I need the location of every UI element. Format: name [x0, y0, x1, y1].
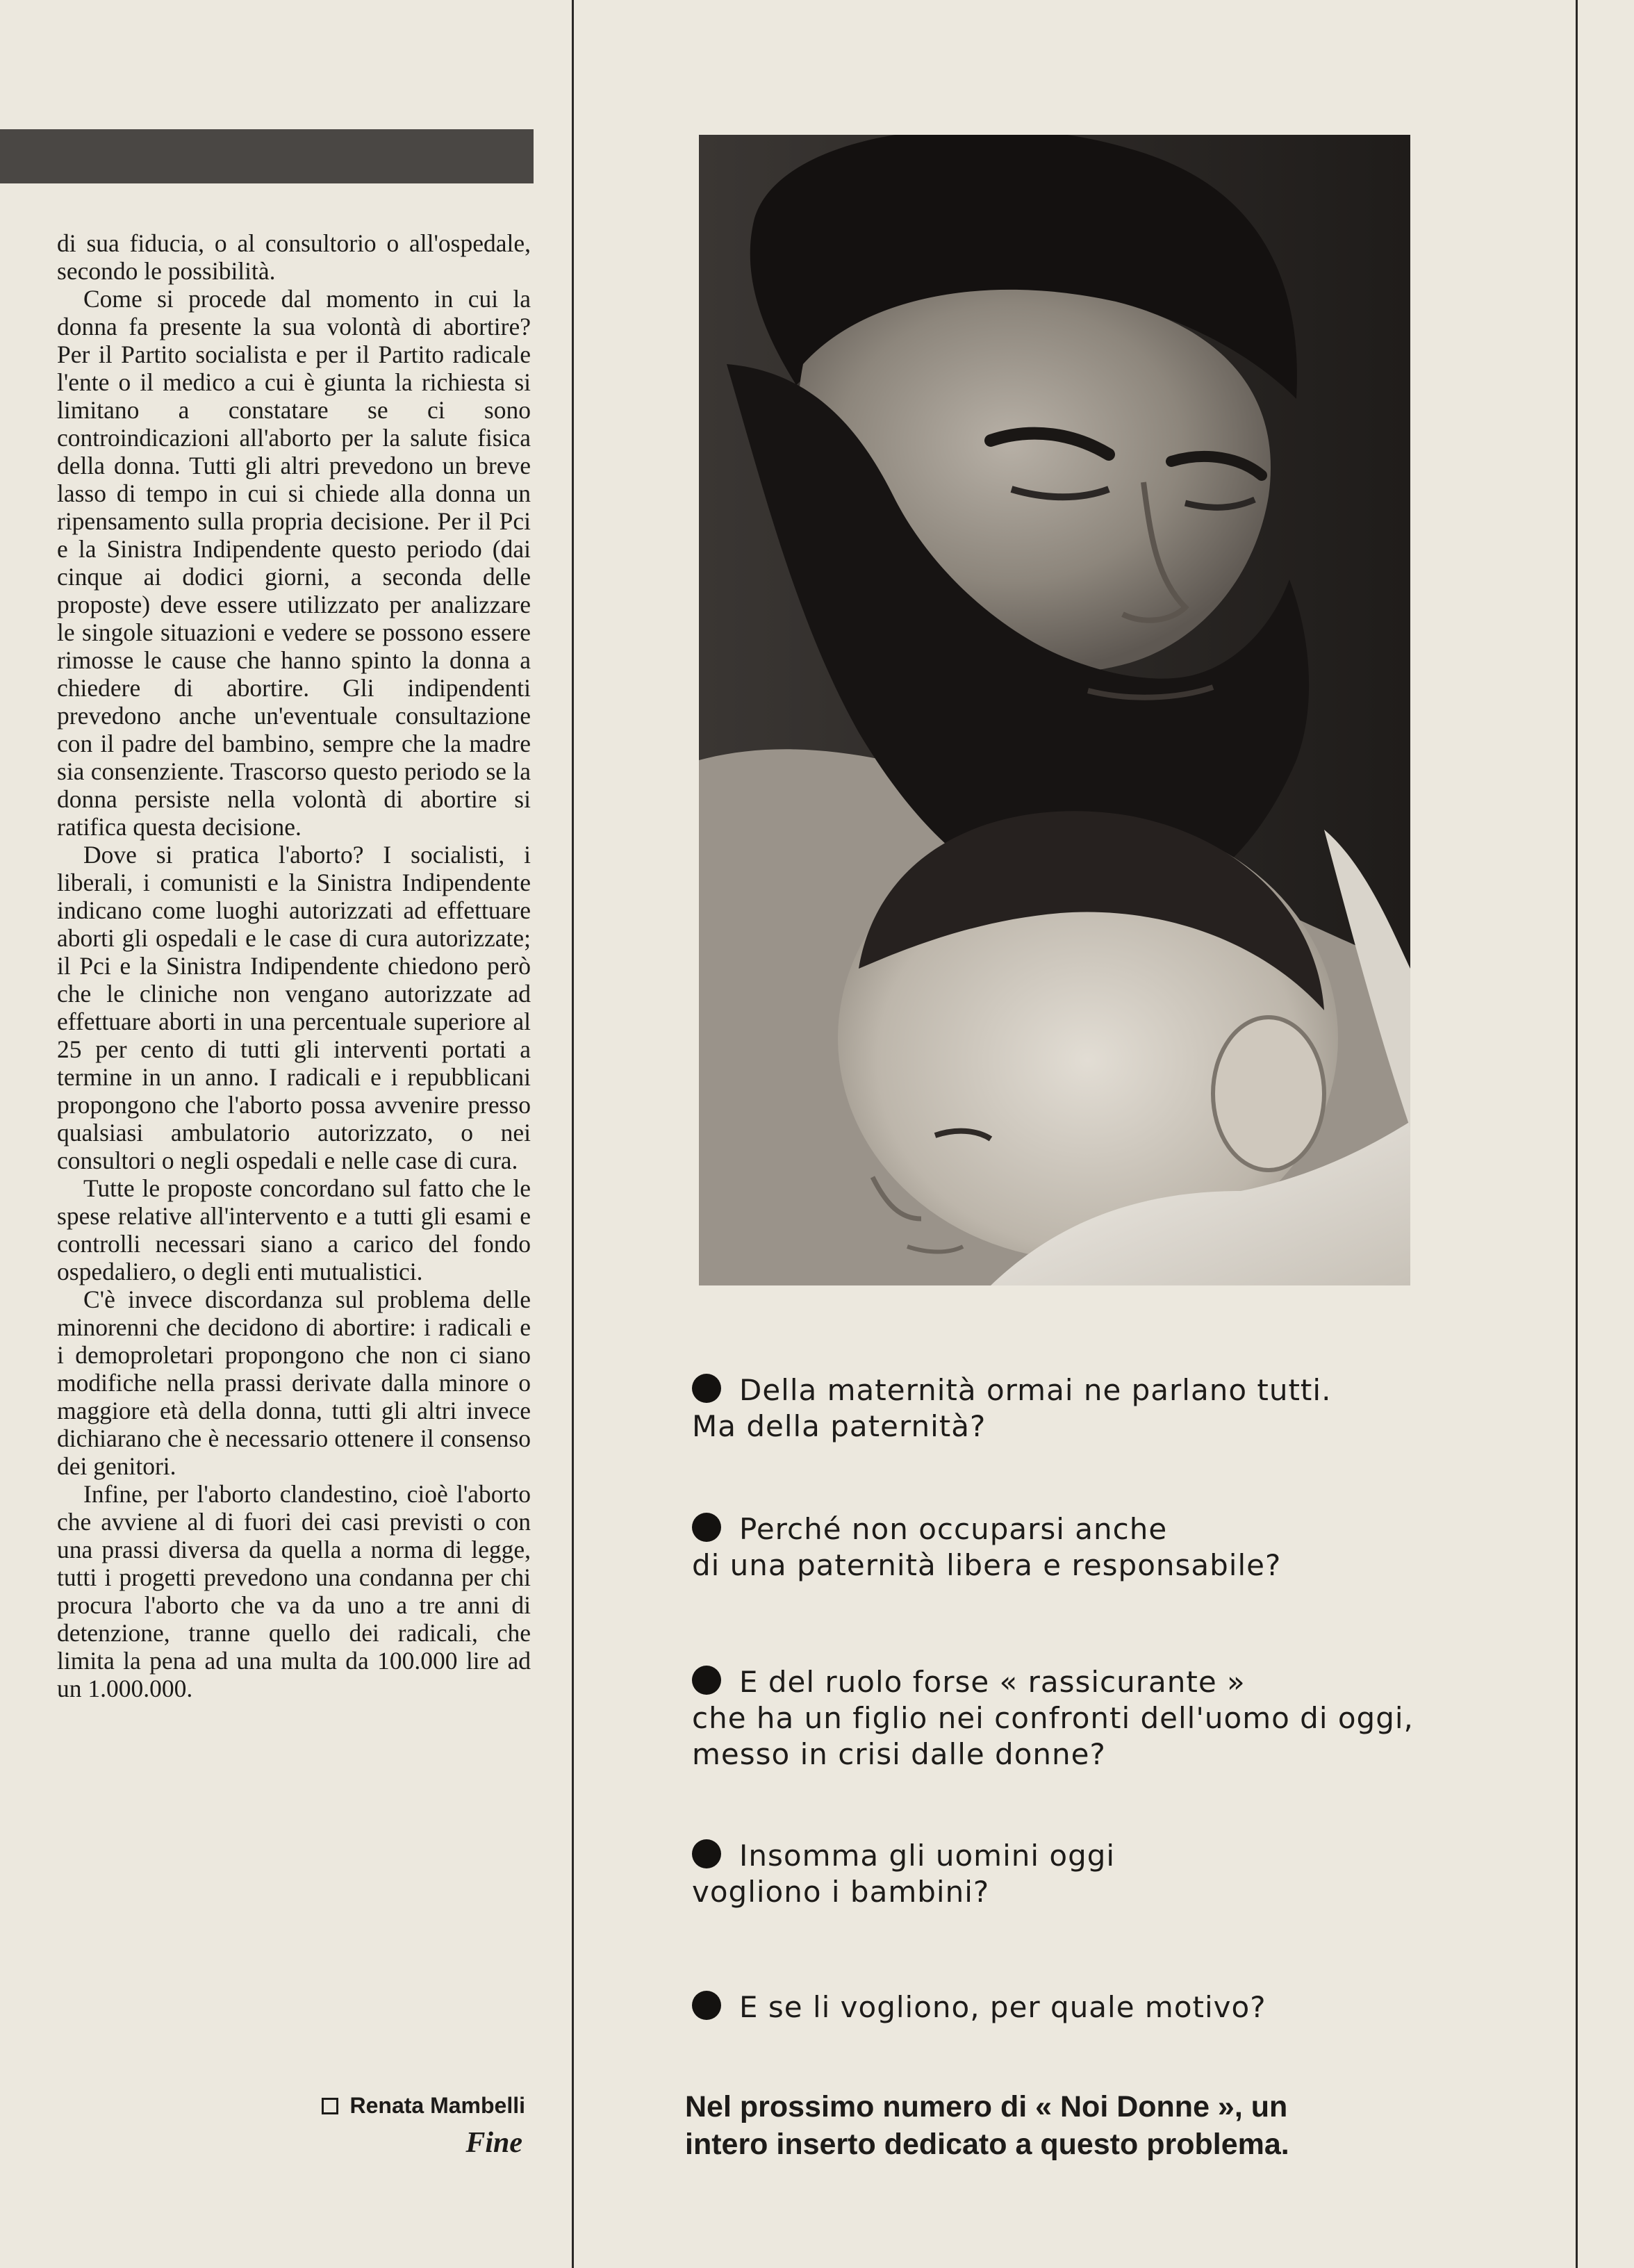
- bullet-dot-icon: [692, 1839, 721, 1868]
- author-byline: [322, 2093, 525, 2119]
- header-bar: [0, 129, 534, 183]
- question-line: Ma della paternità?: [692, 1409, 987, 1443]
- author-name: Renata Mambelli: [349, 2093, 525, 2118]
- bullet-dot-icon: [692, 1666, 721, 1695]
- article-paragraph: Infine, per l'aborto clandestino, cioè l'aborto che avviene al di fuori dei casi previsti o con una prassi diversa da quella a norma di legge, tutti i progetti prevedono una condanna per chi procura l'aborto che va da uno a tre anni di detenzione, tranne quello dei radicali, che limita la pena ad una multa da 100.000 lire ad un 1.000.000.: [57, 1480, 531, 1702]
- question-item: [692, 1989, 1266, 2025]
- next-issue-announcement: [685, 2088, 1414, 2163]
- question-line: di una paternità libera e responsabile?: [692, 1548, 1282, 1582]
- question-line: messo in crisi dalle donne?: [692, 1737, 1106, 1771]
- question-item: [692, 1664, 1414, 1773]
- article-paragraph: C'è invece discordanza sul problema delle minorenni che decidono di abortire: i radicali e i demoproletari propongono che non ci siano modifiche nella prassi derivate dalla minore o maggiore età della donna, tutti gli altri invece dichiarano che è necessario ottenere il consenso dei genitori.: [57, 1285, 531, 1480]
- article-paragraph: Come si procede dal momento in cui la donna fa presente la sua volontà di abortire? Per il Partito socialista e per il Partito radicale l'ente o il medico a cui è giunta la richiesta si limitano a constatare se ci sono controindicazioni all'aborto per la salute fisica della donna. Tutti gli altri prevedono un breve lasso di tempo in cui si chiede alla donna un ripensamento sulla propria decisione. Per il Pci e la Sinistra Indipendente questo periodo (dai cinque ai dodici giorni, a seconda delle proposte) deve essere utilizzato per analizzare le singole situazioni e vedere se possono essere rimosse le cause che hanno spinto la donna a chiedere di abortire. Gli indipendenti prevedono anche un'eventuale consultazione con il padre del bambino, sempre che la madre sia consenziente. Trascorso questo periodo se la donna persiste nella volontà di abortire si ratifica questa decisione.: [57, 285, 531, 841]
- footer-line: intero inserto dedicato a questo problema.: [685, 2128, 1289, 2161]
- footer-line: Nel prossimo numero di « Noi Donne », un: [685, 2090, 1288, 2123]
- question-line: Insomma gli uomini oggi: [739, 1839, 1116, 1873]
- article-paragraph: Dove si pratica l'aborto? I socialisti, i liberali, i comunisti e la Sinistra Indipendente indicano come luoghi autorizzati ad effettuare aborti gli ospedali e le case di cura autorizzate; il Pci e la Sinistra Indipendente chiedono però che le cliniche non vengano autorizzate ad effettuare aborti in una percentuale superiore al 25 per cento di tutti gli interventi portati a termine in un anno. I radicali e i repubblicani propongono che l'aborto possa avvenire presso qualsiasi ambulatorio autorizzato, o nei consultori o negli ospedali e nelle case di cura.: [57, 841, 531, 1174]
- bullet-dot-icon: [692, 1513, 721, 1542]
- question-item: [692, 1372, 1331, 1445]
- question-line: vogliono i bambini?: [692, 1875, 990, 1909]
- end-mark: Fine: [465, 2127, 522, 2159]
- column-divider: [1576, 0, 1578, 2268]
- square-box-icon: [322, 2098, 338, 2114]
- column-divider: [572, 0, 574, 2268]
- bullet-dot-icon: [692, 1991, 721, 2020]
- photo-illustration: [699, 135, 1410, 1285]
- question-line: Della maternità ormai ne parlano tutti.: [739, 1373, 1332, 1407]
- question-line: E se li vogliono, per quale motivo?: [739, 1990, 1266, 2024]
- article-text: [57, 229, 531, 1702]
- father-and-baby-photo: [699, 135, 1410, 1285]
- question-item: [692, 1511, 1281, 1584]
- article-paragraph: Tutte le proposte concordano sul fatto che le spese relative all'intervento e a tutti gli esami e controlli necessari siano a carico del fondo ospedaliero, o degli enti mutualistici.: [57, 1174, 531, 1285]
- question-line: che ha un figlio nei confronti dell'uomo di oggi,: [692, 1701, 1414, 1735]
- question-item: [692, 1838, 1115, 1910]
- article-paragraph: di sua fiducia, o al consultorio o all'ospedale, secondo le possibilità.: [57, 229, 531, 285]
- question-line: E del ruolo forse « rassicurante »: [739, 1665, 1246, 1699]
- question-line: Perché non occuparsi anche: [739, 1512, 1168, 1546]
- bullet-dot-icon: [692, 1374, 721, 1403]
